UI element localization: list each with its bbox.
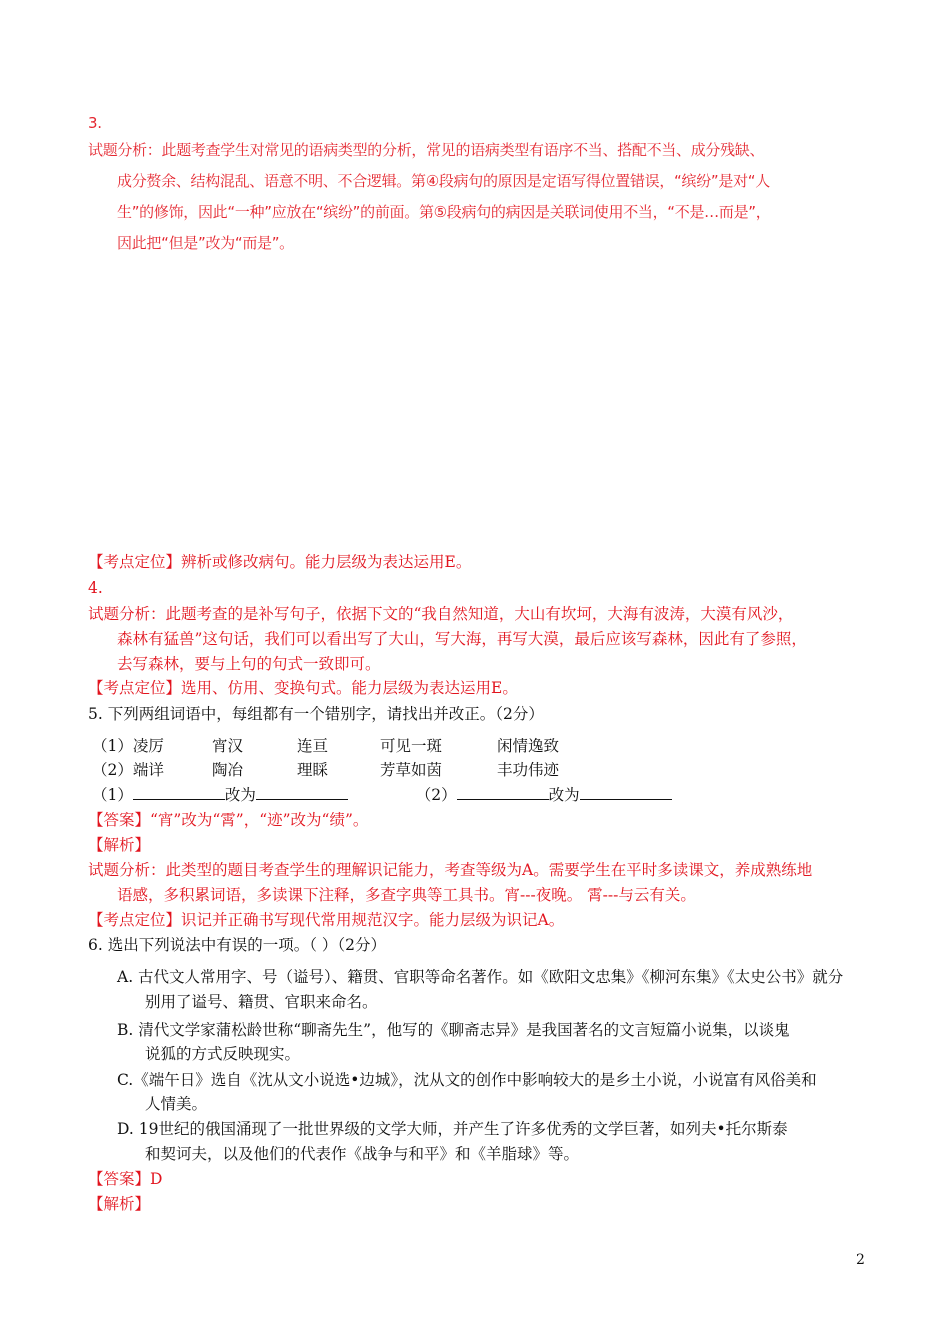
q3-kaodian: 【考点定位】辨析或修改病句。能力层级为表达运用E。 <box>88 553 472 571</box>
q6-option-b-line-1: B. 清代文学家蒲松龄世称“聊斋先生”，他写的《聊斋志异》是我国著名的文言短篇小说集，以谈鬼 <box>117 1021 790 1039</box>
q6-jiexi: 【解析】 <box>88 1195 151 1213</box>
q3-analysis-line-4: 因此把“但是”改为“而是”。 <box>117 234 294 252</box>
q5-analysis-line-1: 试题分析：此类型的题目考查学生的理解识记能力，考查等级为A。需要学生在平时多读课文，养成熟练地 <box>88 861 813 879</box>
q6-option-a-line-2: 别用了谥号、籍贯、官职来命名。 <box>145 993 378 1011</box>
q6-option-c-line-2: 人情美。 <box>145 1095 208 1113</box>
fill1-label: （1） <box>92 786 133 804</box>
q3-number: 3. <box>88 114 102 132</box>
q4-kaodian: 【考点定位】选用、仿用、变换句式。能力层级为表达运用E。 <box>88 679 518 697</box>
q5-group2-item-5: 丰功伟迹 <box>497 761 560 779</box>
fill1-blank-b[interactable] <box>256 785 348 800</box>
q5-group2-item-3: 理睬 <box>297 761 329 779</box>
q4-analysis-line-3: 去写森林，要与上句的句式一致即可。 <box>117 655 381 673</box>
q3-analysis-line-3: 生”的修饰，因此“一种”应放在“缤纷”的前面。第⑤段病句的病因是关联词使用不当，“不是…而是”， <box>117 203 771 221</box>
q6-option-d-line-2: 和契诃夫，以及他们的代表作《战争与和平》和《羊脂球》等。 <box>145 1145 580 1163</box>
q3-analysis-line-1: 试题分析：此题考查学生对常见的语病类型的分析，常见的语病类型有语序不当、搭配不当、成分残缺、 <box>88 141 765 159</box>
fill1-mid: 改为 <box>224 786 256 804</box>
fill2-blank-b[interactable] <box>580 785 672 800</box>
q4-analysis-line-1: 试题分析：此题考查的是补写句子，依据下文的“我自然知道，大山有坎坷，大海有波涛，大漠有风沙， <box>88 605 794 623</box>
q4-analysis-line-2: 森林有猛兽”这句话，我们可以看出写了大山，写大海，再写大漠，最后应该写森林，因此有了参照， <box>117 630 807 648</box>
q6-answer: 【答案】D <box>88 1170 163 1188</box>
q6-option-b-line-2: 说狐的方式反映现实。 <box>145 1045 301 1063</box>
fill1-blank-a[interactable] <box>133 785 225 800</box>
q6-stem: 6. 选出下列说法中有误的一项。（ ）（2分） <box>88 936 387 954</box>
q5-group1-item-2: 宵汉 <box>212 737 244 755</box>
q3-analysis-line-2: 成分赘余、结构混乱、语意不明、不合逻辑。第④段病句的原因是定语写得位置错误，“缤纷”是对“人 <box>117 172 770 190</box>
q5-group1-item-3: 连亘 <box>297 737 329 755</box>
fill2-label: （2） <box>415 786 457 804</box>
q5-group2-item-2: 陶冶 <box>212 761 244 779</box>
q5-group2-item-4: 芳草如茵 <box>380 761 443 779</box>
fill2-mid: 改为 <box>548 786 580 804</box>
q5-analysis-line-2: 语感，多积累词语，多读课下注释，多查字典等工具书。宵---夜晚。 霄---与云有关。 <box>117 886 696 904</box>
q5-jiexi: 【解析】 <box>88 836 151 854</box>
q5-stem: 5. 下列两组词语中，每组都有一个错别字，请找出并改正。（2分） <box>88 705 544 723</box>
q5-fill-row <box>92 784 672 806</box>
q5-group1-item-1: （1）凌厉 <box>92 737 164 755</box>
q5-group1-item-4: 可见一斑 <box>380 737 443 755</box>
q6-option-c-line-1: C.《端午日》选自《沈从文小说选•边城》，沈从文的创作中影响较大的是乡土小说，小说富有风俗美和 <box>117 1071 817 1089</box>
q5-group1-item-5: 闲情逸致 <box>497 737 560 755</box>
q5-answer: 【答案】“宵”改为“霄”，“迹”改为“绩”。 <box>88 811 369 829</box>
q5-kaodian: 【考点定位】识记并正确书写现代常用规范汉字。能力层级为识记A。 <box>88 911 565 929</box>
q5-group2-item-1: （2）端详 <box>92 761 164 779</box>
q6-option-a-line-1: A. 古代文人常用字、号（谥号）、籍贯、官职等命名著作。如《欧阳文忠集》《柳河东集》《太史公书》就分 <box>117 968 844 986</box>
q6-option-d-line-1: D. 19世纪的俄国涌现了一批世界级的文学大师，并产生了许多优秀的文学巨著，如列夫•托尔斯泰 <box>117 1120 788 1138</box>
fill2-blank-a[interactable] <box>457 785 549 800</box>
page-number: 2 <box>856 1252 865 1268</box>
q4-number: 4. <box>88 579 103 597</box>
